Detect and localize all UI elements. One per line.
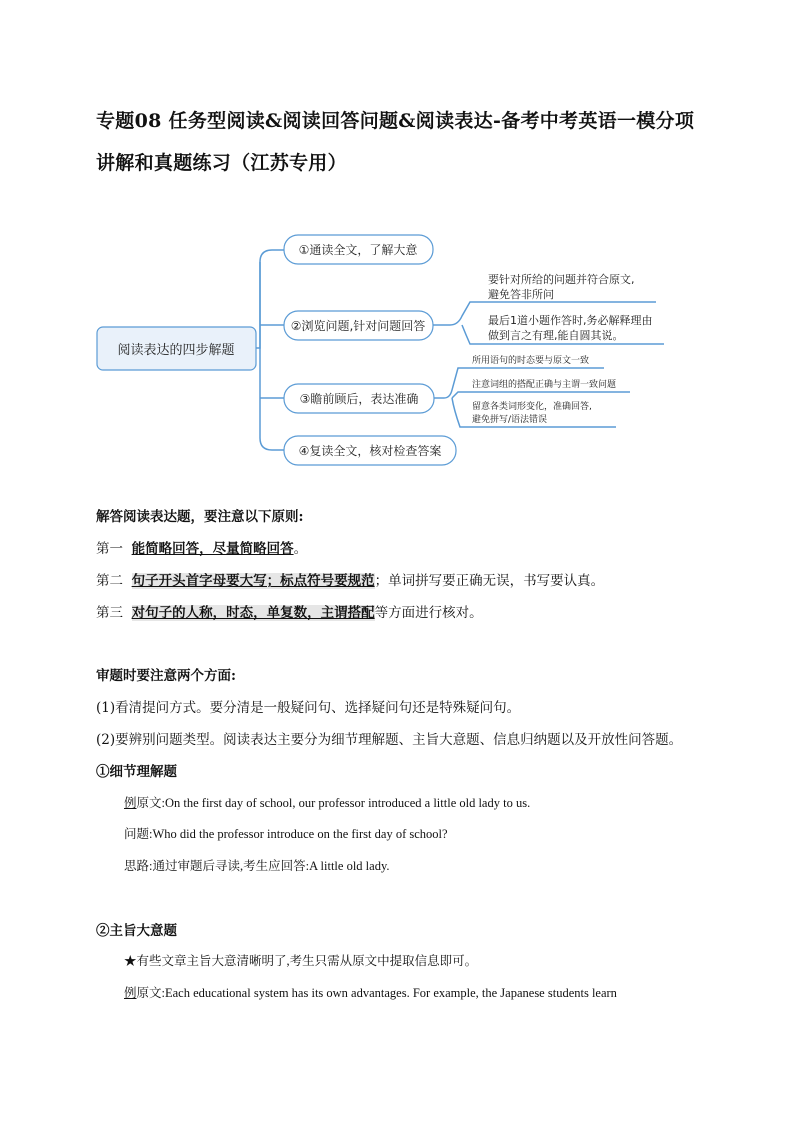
principle-rest: 。 <box>293 541 308 557</box>
detail-heading: ①细节理解题 <box>96 764 177 780</box>
title-line-1: 专题08 任务型阅读&阅读回答问题&阅读表达-备考中考英语一模分项 <box>96 110 695 132</box>
principle-emphasis: 对句子的人称，时态，单复数，主谓搭配 <box>131 605 375 621</box>
principle-rest: ；单词拼写要正确无误，书写要认真。 <box>374 573 605 589</box>
svg-text:④复读全文，核对检查答案: ④复读全文，核对检查答案 <box>298 444 442 458</box>
review-paragraph-1: (1)看清提问方式。要分清是一般疑问句、选择疑问句还是特殊疑问句。 <box>96 700 521 716</box>
principle-1 <box>96 537 307 557</box>
principle-emphasis: 句子开头首字母要大写；标点符号要规范 <box>131 573 375 589</box>
principle-2 <box>96 569 604 589</box>
svg-text:①通读全文，了解大意: ①通读全文，了解大意 <box>298 243 418 257</box>
principle-label: 第三 <box>96 605 123 621</box>
principles-heading: 解答阅读表达题，要注意以下原则: <box>96 509 304 525</box>
example-text: 原文:Each educational system has its own advantages. For example, the Japanese students learn <box>136 986 617 1000</box>
svg-text:留意各类词形变化，准确回答,: 留意各类词形变化，准确回答, <box>472 402 592 412</box>
svg-text:注意词组的搭配正确与主谓一致问题: 注意词组的搭配正确与主谓一致问题 <box>472 380 617 390</box>
svg-text:最后1道小题作答时,务必解释理由: 最后1道小题作答时,务必解释理由 <box>488 314 653 327</box>
svg-text:避免答非所问: 避免答非所问 <box>488 288 554 301</box>
mindmap-step-1 <box>284 235 433 264</box>
principle-label: 第一 <box>96 541 123 557</box>
svg-text:做到言之有理,能自圆其说。: 做到言之有理,能自圆其说。 <box>488 329 624 342</box>
mindmap-step-3 <box>284 384 434 413</box>
detail-example <box>124 793 530 811</box>
svg-text:所用语句的时态要与原文一致: 所用语句的时态要与原文一致 <box>472 356 590 366</box>
mindmap-step3-notes <box>472 354 616 425</box>
svg-text:阅读表达的四步解题: 阅读表达的四步解题 <box>117 343 235 358</box>
title-line-2: 讲解和真题练习（江苏专用） <box>96 152 347 174</box>
example-label: 例 <box>124 986 137 1000</box>
review-heading: 审题时要注意两个方面: <box>96 668 236 684</box>
svg-text:要针对所给的问题并符合原文,: 要针对所给的问题并符合原文, <box>488 273 635 286</box>
principle-emphasis: 能简略回答，尽量简略回答 <box>131 541 294 557</box>
mind-map <box>0 0 794 500</box>
review-paragraph-2: (2)要辨别问题类型。阅读表达主要分为细节理解题、主旨大意题、信息归纳题以及开放性问答题。 <box>96 732 683 748</box>
main-idea-star-note: ★有些文章主旨大意清晰明了,考生只需从原文中提取信息即可。 <box>124 954 478 968</box>
example-text: 原文:On the first day of school, our professor introduced a little old lady to us. <box>136 796 531 810</box>
principle-rest: 等方面进行核对。 <box>374 605 483 621</box>
mindmap-root <box>97 327 256 370</box>
mindmap-step2-notes <box>488 272 653 342</box>
mindmap-step-2 <box>284 311 433 340</box>
example-label: 例 <box>124 796 137 810</box>
main-idea-example <box>124 983 617 1001</box>
detail-question: 问题:Who did the professor introduce on the first day of school? <box>124 827 448 841</box>
svg-text:③瞻前顾后，表达准确: ③瞻前顾后，表达准确 <box>299 392 419 406</box>
principle-label: 第二 <box>96 573 123 589</box>
detail-thinking: 思路:通过审题后寻读,考生应回答:A little old lady. <box>124 859 390 873</box>
main-idea-heading: ②主旨大意题 <box>96 923 177 939</box>
principle-3 <box>96 601 483 621</box>
svg-text:②浏览问题,针对问题回答: ②浏览问题,针对问题回答 <box>290 319 426 333</box>
svg-text:避免拼写/语法错误: 避免拼写/语法错误 <box>472 415 548 425</box>
mindmap-step-4 <box>284 436 456 465</box>
